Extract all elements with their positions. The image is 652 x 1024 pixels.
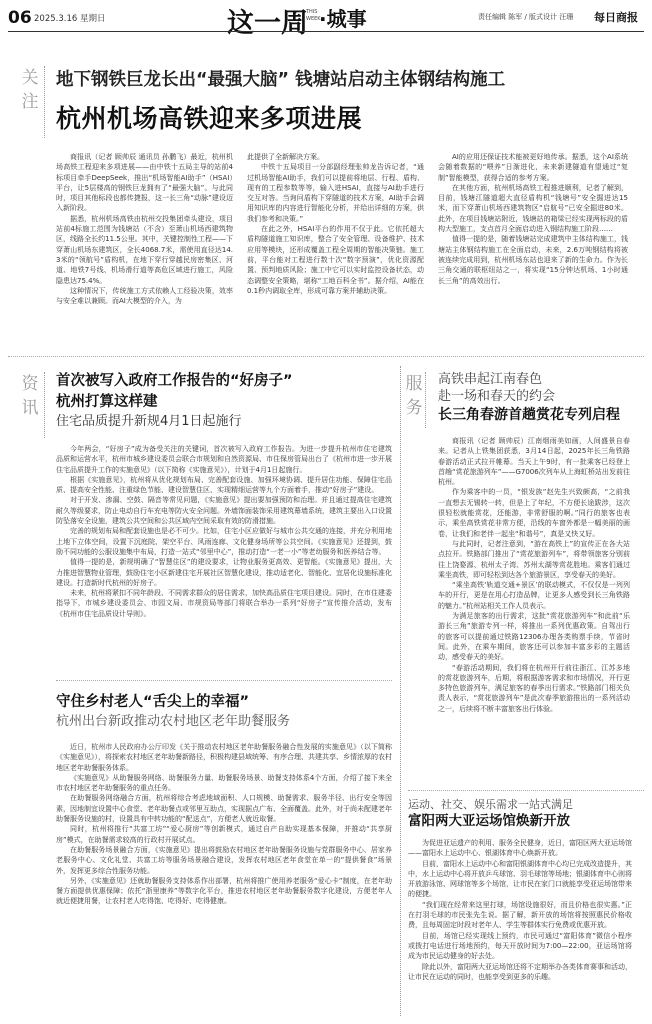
paragraph: 同时，杭州将推行“共富工坊”“爱心厨房”等创新模式，通过自产自助实现基本保障，并推动“共享厨房”模式，在助餐需求较高的行政村开展试点。: [56, 825, 392, 844]
story5-headline: 富阳两大亚运场馆焕新开放: [408, 813, 570, 829]
story4-headline: 长三角春游首趟赏花专列启程: [438, 407, 620, 423]
paragraph: 为满足旅客的出行需求，这批“赏花旅游列车”和此前“乐游长三角”旅游专列一样，将推出一系列优惠政策。自驾出行的旅客可以提前通过铁路12306办理各类购票手续，节省时间。此外，在乘车期间，旅客还可以参加丰富多彩的主题活动，感受春天的美好。: [438, 612, 630, 662]
paragraph: 除此以外，富阳两大亚运场馆还将不定期举办各类体育赛事和活动，让市民在运动的同时，也能享受到更多的乐趣。: [408, 962, 632, 981]
story1-kicker: 地下钢铁巨龙长出“最强大脑” 钱塘站启动主体钢结构施工: [56, 70, 506, 90]
paragraph: 这种情况下，传统施工方式依赖人工经验决策，效率与安全难以兼顾。而AI大模型的介入，为: [56, 286, 233, 306]
section-tag-fuwu: 服务: [405, 374, 423, 418]
paragraph: “春游活动期间，我们将在杭州开行前往浙江、江苏多地的赏花旅游列车，后期，将根据游客需求和市场情况，开行更多特色旅游列车，满足旅客的春季出行需求。”铁路部门相关负责人表示，“赏花旅游列车”是此次春季旅游推出的一系列活动之一，后续将不断丰富旅客出行体验。: [438, 663, 630, 713]
paragraph: 在助餐服务网络融合方面，杭州将综合考虑地域面积、人口规模、助餐需求、服务半径、出行安全等因素，因地制宜设置中心食堂、老年助餐点或邻里互助点，实现据点广布、全面覆盖。此外，对于尚未配建老年助餐服务设施的村，设置具有中转功能的“配送点”，方便老人就近取餐。: [56, 794, 392, 824]
brand-title: 这一周: [227, 8, 308, 39]
story1-col1: [56, 152, 233, 306]
paragraph: 与此同时，记者注意到，“游在高铁上”的宣传正在各大站点拉开。铁路部门推出了“赏花旅游列车”，将带领旅客分别前往上饶婺源、杭州太子湾、苏州太湖等赏花胜地。乘客们通过乘坐高铁，即可轻松到达各个旅游景区，享受春天的美好。: [438, 539, 630, 579]
paragraph: 目前，场馆已经实现线上预约，市民可通过“富阳体育”微信小程序或拨打电话进行场地预约，每天开放时间为7:00—22:00，亚运场馆将成为市民运动健身的好去处。: [408, 931, 632, 961]
paragraph: 商报讯（记者 顾帅辰 通讯员 孙鹏飞）最近，杭州机场高铁工程迎来多项进展——由中铁十五局主导的站前4标项目牵手DeepSeek，推出“机场智能AI助手”（HSAI）平台，让5层楼高的钢铁巨龙拥有了“最强大脑”。与此同时，项目其他标段也都传捷报，这一长三角“动脉”建设迈入新阶段。: [56, 153, 233, 213]
story4-kicker2: 赴一场和春天的约会: [438, 389, 556, 404]
story3-headline: 守住乡村老人“舌尖上的幸福”: [56, 694, 250, 710]
paragraph: 根据《实施意见》，杭州将从优化规划布局、完善配套设施、加强环境协调、提升居住功能、保障住宅品质、提高安全性能、注重绿色节能、建设智慧住区、实现精细运营等九个方面着手，推动“好房子”建设。: [56, 475, 392, 495]
paragraph: 在其他方面，杭州机场高铁工程推进顺利，记者了解到，目前，钱塘江隧道超大直径盾构机“钱塘号”安全掘进达15米，而下穿萧山机场西建筑物区“启航号”已安全掘进80米。此外，在项目钱塘站附近，钱塘站的箱梁已经实现两标段的盾构大型施工，支点首月全面启动进入钢结构施工阶段……: [438, 183, 628, 234]
story3-body: [56, 742, 392, 907]
paragraph: “乘坐高铁‘轨道交通+景区’的联动模式，不仅仅是一列列车的开行，更是在用心打造品牌，让更多人感受到长三角铁路的魅力。”杭州站相关工作人员表示。: [438, 581, 630, 610]
section-divider: [8, 356, 644, 357]
editors-credit: 责任编辑 陈军 / 版式设计 汪珊: [478, 13, 574, 21]
paragraph: 此提供了全新解决方案。: [247, 153, 324, 161]
story2-subheadline: 住宅品质提升新规4月1日起施行: [56, 414, 242, 429]
paragraph: 目前，富阳水上运动中心和富阳银湖体育中心均已完成改造提升，其中，水上运动中心将开放乒乓球馆、羽毛球馆等场地；银湖体育中心则将开放游泳馆、网球馆等多个场馆，让市民在家门口就能享受亚运场馆带来的便捷。: [408, 859, 632, 899]
paragraph: 今年两会，“好房子”成为备受关注的关键词，首次被写入政府工作报告。为进一步提升杭州市住宅建筑品质和运营水平，杭州市城乡建设委员会联合市规划和自然资源局、市住保房管局出台了《杭州市进一步开展住宅品质提升工作的实施意见》（以下简称《实施意见》），计划于4月1日起施行。: [56, 445, 392, 474]
paragraph: 为促进亚运遗产的利用、服务全民健身，近日，富阳区两大亚运场馆——富阳水上运动中心、银湖体育中心焕新开放。: [408, 839, 632, 858]
page-number: 06: [8, 8, 32, 28]
story2-headline-line2: 杭州打算这样建: [56, 394, 158, 410]
story2-body: [56, 444, 392, 619]
paragraph: 作为乘客中的一员，“银发族”赵先生兴致颇高，“之前我一直想去无锡转一转，但是上了年纪，不方便长途跋涉，这次很轻松就能赏花，还能游，非常舒服的啊。”同行的旅客也表示，乘坐高铁赏花非常方便，沿线的车窗外都是一幅美丽的画卷，让我们和老伴一起坐“和谐号”，真是又快又好。: [438, 488, 630, 538]
paragraph: 近日，杭州市人民政府办公厅印发《关于推动农村地区老年助餐服务融合性发展的实施意见》（以下简称《实施意见》），将探索农村地区老年助餐新路径，积极构建县域统筹、有序合理、共建共享、乡情浓厚的农村地区老年助餐服务体系。: [56, 743, 392, 772]
story1-col2: [247, 152, 424, 296]
story4-body: [438, 436, 630, 714]
story2-headline-line1: 首次被写入政府工作报告的“好房子”: [56, 373, 293, 389]
tag-divider: [44, 66, 45, 138]
story4-kicker1: 高铁串起江南春色: [438, 372, 543, 387]
story1-col3: [438, 152, 628, 286]
story3-subheadline: 杭州出台新政推动农村地区老年助餐服务: [56, 714, 291, 729]
paper-name: 每日商报: [594, 11, 638, 24]
paragraph: 值得一提的是，随着钱塘站完成建筑中主体结构施工，钱塘站主体钢结构施工在全面启动，未来，2.6万吨钢结构将被被连续完成用到，杭州机场东站也迎来了新的生命力。作为长三角交通的联枢纽站之一，将实现“15分钟达机场、1小时通长三角”的高效出行。: [438, 235, 628, 285]
paragraph: 另外，《实施意见》还就助餐服务支持体系作出部署，杭州将推广使用养老服务“爱心卡”制度，在老年助餐方面提供优惠保障；依托“浙里康养”等数字化平台，推进农村地区老年助餐服务数字化建设，方便老年人就近便捷用餐，让农村老人吃得饱、吃得好、吃得健康。: [56, 876, 392, 906]
section-name: ·城事: [319, 7, 367, 31]
paragraph: 对于开发、渗漏、空鼓、隔音等常见问题，《实施意见》提出要加强预防和治理。并且通过提高住宅建筑耐久等级要求，防止电动自行车充电等防火安全问题。外墙饰面装饰采用建筑幕墙系统，建筑主要出入口设置防坠落安全设施，建筑公共空间和公共区域内空间采取有效的防滑措施。: [56, 496, 392, 526]
paragraph: 未来，杭州将紧扣不同年龄段、不同需求群众的居住需求，加快高品质住宅项目建设。同时，在市住建委指导下，市城乡建设委员会、市园文局、市规资局等部门将联合举办一系列“好房子”宣传推介活动，发布《杭州市住宅品质设计导则》。: [56, 589, 392, 618]
paragraph: AI的应用还保证技术能被更好地传承。据悉，这个AI系统会随着数据的“喂养”日渐进化，未来新建隧道有望通过“复制”智能模型，获得合适的参考方案。: [438, 153, 628, 182]
brand-en: THIS WEEK: [306, 9, 321, 22]
paragraph: 据悉，杭州机场高铁由杭州交投集团牵头建设，项目站前4标施工范围为钱塘站（不含）至萧山机场西建筑物区，线路全长约11.5公里。其中，关键控制性工程——下穿萧山机场东建筑区，全长4068.7米，需使用直径达14.3米的“领航号”盾构机，在地下穿行穿越民房密集区、河道、地铁7号线、机场滑行道等高危区域进行施工，风险隐患达75.4%。: [56, 214, 233, 285]
paragraph: 商报讯（记者 顾帅辰）江南烟雨美如画，人间盛景自春来。记者从上铁集团获悉，3月14日起，2025年长三角铁路春游活动正式拉开帷幕。当天上午9时，有一批乘客已经登上首趟“赏花旅游列车”——G7006次列车从上海虹桥站出发前往杭州。: [438, 437, 630, 487]
section-tag-zixun: 资讯: [21, 374, 39, 418]
issue-date: 2025.3.16 星期日: [34, 14, 106, 24]
paragraph: 在助餐服务场景融合方面，《实施意见》提出将鼓励农村地区老年助餐服务设施与党群服务中心、居家养老服务中心、文化礼堂、共富工坊等服务场景融合建设，发挥农村地区老年食堂在单一的“提供餐食”场景外，发挥更多综合性服务功能。: [56, 845, 392, 875]
column-divider: [400, 366, 401, 1016]
tag-divider: [425, 372, 426, 428]
paragraph: 完善的规划布局和配套设施也是必不可少。比如，住宅小区应做好与城市公共交通的连接，并充分利用地上地下立体空间，设置下沉庭院、架空平台、风雨连廊、文化健身场所等公共空间。《实施意见》还提到，鼓励不同功能的公服设施集中布局，打造一站式“邻里中心”，推动打造“一老一小”等老幼服务和医养结合等。: [56, 527, 392, 556]
story1-headline: 杭州机场高铁迎来多项进展: [56, 104, 363, 133]
story5-body: [408, 838, 632, 982]
tag-divider: [44, 372, 45, 438]
header-rule: [8, 31, 644, 32]
paragraph: 中铁十五局项目一分部副经理张帅龙告诉记者，“通过机场智能AI助手，我们可以提前将地层、行程、盾构、现有的工程参数等等，输入进HSAI，直接与AI助手进行交互对答。当询问盾构下穿隧道的技术方案，AI助手会调用知识库的内容进行智能化分析，并给出详细的方案，供我们参考和决策。”: [247, 163, 424, 223]
paragraph: 在此之外，HSAI平台的作用不仅于此。它依托超大盾构隧道施工知识库，整合了安全管理、设备维护、技术应用等模块，还形成覆盖工程全周期的智能决策链。施工前，平台能对工程进行数十次“数字预演”，优化资源配置、预判地质风险；施工中它可以实时监控设备状态，动态调整安全策略，堪称“工地百科全书”。据介绍，AI能在0.1秒内调取全库，形成可靠方案并辅助决策。: [247, 225, 424, 295]
paragraph: 《实施意见》从助餐服务网络、助餐服务力量、助餐服务场景、助餐支持体系4个方面，介绍了接下来全市农村地区老年助餐服务的重点任务。: [56, 773, 392, 793]
section-divider: [56, 680, 392, 681]
paragraph: 值得一提的是，新规明确了“智慧住区”的建设要求，让物业服务更高效、更智能。《实施意见》提出，大力推进智慧物业管理，鼓励住宅小区新建住宅开展社区智慧化建设，推动适老化、智能化、宜居化设施标准化建设。打造新时代杭州的好房子。: [56, 558, 392, 587]
section-divider: [408, 790, 644, 791]
section-tag-guanzhu: 关注: [21, 68, 39, 112]
paragraph: “我们现在经常来这里打球，场馆设施很好，而且价格也很实惠。”正在打羽毛球的市民张先生说。据了解，新开放的场馆将按照惠民价格收费，且每周固定时段对老年人、学生等群体实行免费或优惠开放。: [408, 900, 632, 930]
story5-kicker: 运动、社交、娱乐需求一站式满足: [408, 798, 573, 811]
